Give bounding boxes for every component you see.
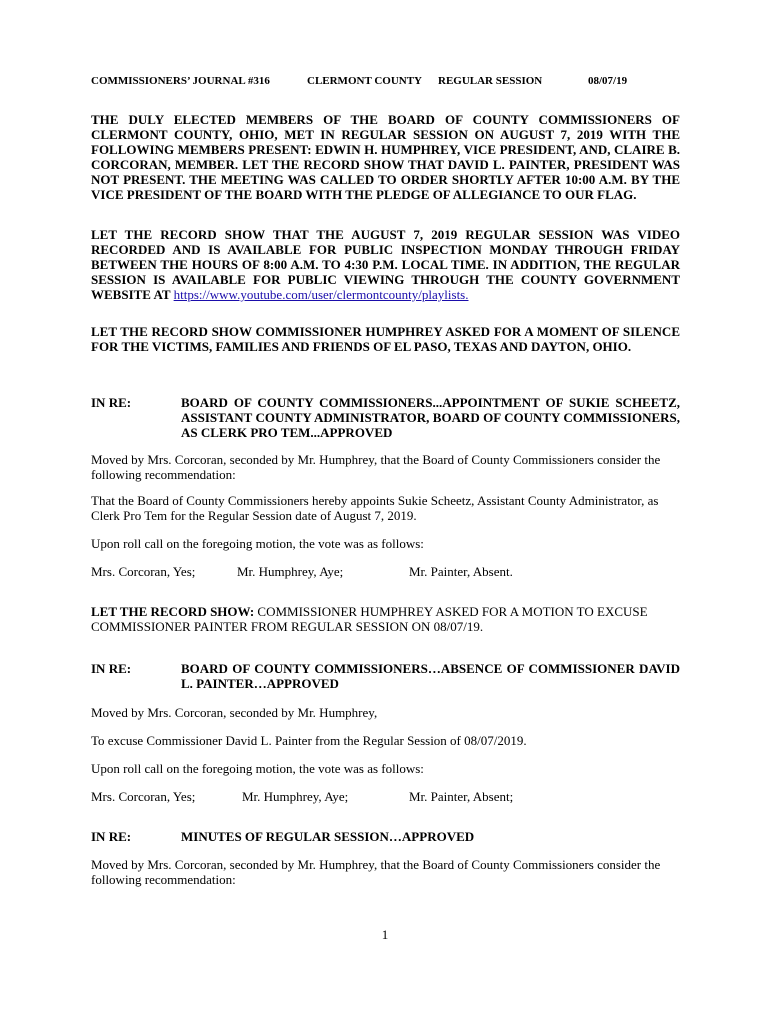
video-paragraph	[91, 227, 680, 302]
rollcall-text: Upon roll call on the foregoing motion, the vote was as follows:	[91, 536, 424, 551]
vote-humphrey: Mr. Humphrey, Aye;	[242, 789, 349, 804]
in-re-label: IN RE:	[91, 829, 132, 844]
in-re-label: IN RE:	[91, 395, 132, 410]
vote-row	[91, 789, 680, 804]
vote-painter: Mr. Painter, Absent;	[409, 789, 514, 804]
rollcall-text: Upon roll call on the foregoing motion, the vote was as follows:	[91, 761, 424, 776]
session-type: REGULAR SESSION	[438, 75, 543, 87]
moved-text: Moved by Mrs. Corcoran, seconded by Mr. Humphrey, that the Board of County Commissioners consider the following recommendation:	[91, 452, 661, 482]
video-text: LET THE RECORD SHOW THAT THE AUGUST 7, 2019 REGULAR SESSION WAS VIDEO RECORDED AND IS AVAILABLE FOR PUBLIC INSPECTION MONDAY THROUGH FRIDAY BETWEEN THE HOURS OF 8:00 A.M. TO 4:30 P.M. LOCAL TIME. IN ADDITION, THE REGULAR SESSION IS AVAILABLE FOR PUBLIC VIEWING THROUGH THE COUNTY GOVERNMENT WEBSITE AT	[91, 227, 680, 302]
resolution-text: To excuse Commissioner David L. Painter from the Regular Session of 08/07/2019.	[91, 733, 527, 748]
vote-corcoran: Mrs. Corcoran, Yes;	[91, 789, 196, 804]
vote-corcoran: Mrs. Corcoran, Yes;	[91, 564, 196, 579]
county-name: CLERMONT COUNTY	[307, 75, 423, 87]
item-subject: MINUTES OF REGULAR SESSION…APPROVED	[181, 829, 475, 844]
playlist-link[interactable]: https://www.youtube.com/user/clermontcounty/playlists.	[173, 287, 469, 302]
resolution-text: That the Board of County Commissioners hereby appoints Sukie Scheetz, Assistant County Administrator, as Clerk Pro Tem for the Regular Session date of August 7, 2019.	[91, 493, 659, 523]
journal-number: COMMISSIONERS’ JOURNAL #316	[91, 75, 270, 87]
vote-painter: Mr. Painter, Absent.	[409, 564, 513, 579]
journal-header	[91, 75, 681, 87]
session-date: 08/07/19	[588, 75, 628, 87]
excuse-paragraph	[91, 604, 680, 634]
moved-text: Moved by Mrs. Corcoran, seconded by Mr. Humphrey, that the Board of County Commissioners consider the following recommendation:	[91, 857, 661, 887]
excuse-lead: LET THE RECORD SHOW:	[91, 604, 255, 619]
moved-text: Moved by Mrs. Corcoran, seconded by Mr. Humphrey,	[91, 705, 378, 720]
item-minutes	[91, 829, 680, 844]
item-clerk-pro-tem	[91, 395, 680, 440]
item-absence	[91, 661, 680, 691]
item-subject: BOARD OF COUNTY COMMISSIONERS…ABSENCE OF COMMISSIONER DAVID L. PAINTER…APPROVED	[181, 661, 680, 691]
silence-paragraph: LET THE RECORD SHOW COMMISSIONER HUMPHREY ASKED FOR A MOMENT OF SILENCE FOR THE VICTIMS, FAMILIES AND FRIENDS OF EL PASO, TEXAS AND DAYTON, OHIO.	[91, 324, 680, 354]
in-re-label: IN RE:	[91, 661, 132, 676]
item-subject: BOARD OF COUNTY COMMISSIONERS...APPOINTMENT OF SUKIE SCHEETZ, ASSISTANT COUNTY ADMINISTRATOR, BOARD OF COUNTY COMMISSIONERS, AS CLERK PRO TEM...APPROVED	[181, 395, 680, 440]
vote-row	[91, 564, 680, 579]
page-number: 1	[381, 927, 389, 942]
intro-paragraph: THE DULY ELECTED MEMBERS OF THE BOARD OF COUNTY COMMISSIONERS OF CLERMONT COUNTY, OHIO, MET IN REGULAR SESSION ON AUGUST 7, 2019 WITH THE FOLLOWING MEMBERS PRESENT: EDWIN H. HUMPHREY, VICE PRESIDENT, AND, CLAIRE B. CORCORAN, MEMBER. LET THE RECORD SHOW THAT DAVID L. PAINTER, PRESIDENT WAS NOT PRESENT. THE MEETING WAS CALLED TO ORDER SHORTLY AFTER 10:00 A.M. BY THE VICE PRESIDENT OF THE BOARD WITH THE PLEDGE OF ALLEGIANCE TO OUR FLAG.	[91, 112, 680, 202]
excuse-text: COMMISSIONER HUMPHREY ASKED FOR A MOTION TO EXCUSE COMMISSIONER PAINTER FROM REGULAR SESSION ON 08/07/19.	[91, 604, 648, 634]
vote-humphrey: Mr. Humphrey, Aye;	[237, 564, 344, 579]
